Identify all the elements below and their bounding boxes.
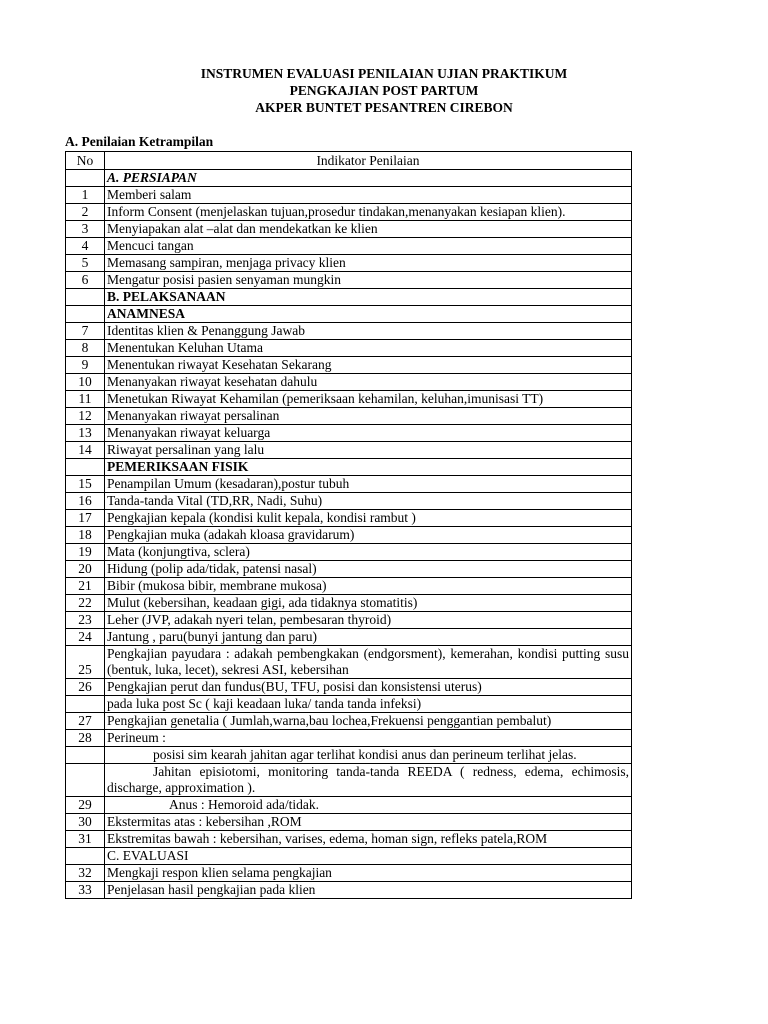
row-text: Identitas klien & Penanggung Jawab [105, 323, 632, 340]
row-text: Pengkajian muka (adakah kloasa gravidarum) [105, 527, 632, 544]
title-line-1: INSTRUMEN EVALUASI PENILAIAN UJIAN PRAKTIKUM [200, 66, 568, 81]
row-text [105, 764, 632, 797]
row-number: 4 [66, 238, 105, 255]
table-row [66, 544, 632, 561]
row-text: Memasang sampiran, menjaga privacy klien [105, 255, 632, 272]
row-number: 28 [66, 730, 105, 747]
table-row [66, 646, 632, 679]
table-row [66, 323, 632, 340]
section-label: B. PELAKSANAAN [105, 289, 632, 306]
table-row [66, 408, 632, 425]
section-heading: A. Penilaian Ketrampilan [65, 134, 214, 149]
row-text: Penampilan Umum (kesadaran),postur tubuh [105, 476, 632, 493]
table-row [66, 848, 632, 865]
table-row [66, 730, 632, 747]
row-text: Menanyakan riwayat kesehatan dahulu [105, 374, 632, 391]
row-number: 17 [66, 510, 105, 527]
row-text: Mengatur posisi pasien senyaman mungkin [105, 272, 632, 289]
row-text: Pengkajian perut dan fundus(BU, TFU, posisi dan konsistensi uterus) [105, 679, 632, 696]
row-text: Pengkajian payudara : adakah pembengkakan (endgorsment), kemerahan, kondisi putting susu (bentuk, luka, lecet), sekresi ASI, kebersihan [105, 646, 632, 679]
table-row [66, 865, 632, 882]
title-line-2: PENGKAJIAN POST PARTUM [289, 83, 479, 98]
row-text-content: Anus : Hemoroid ada/tidak. [169, 797, 319, 812]
table-row [66, 595, 632, 612]
row-number: 2 [66, 204, 105, 221]
row-text: Inform Consent (menjelaskan tujuan,prosedur tindakan,menanyakan kesiapan klien). [105, 204, 632, 221]
table-header-row [66, 152, 632, 170]
row-number: 11 [66, 391, 105, 408]
assessment-table [65, 151, 632, 899]
row-number: 8 [66, 340, 105, 357]
row-number: 15 [66, 476, 105, 493]
row-number: 7 [66, 323, 105, 340]
table-row [66, 612, 632, 629]
row-number: 1 [66, 187, 105, 204]
row-text: Menentukan riwayat Kesehatan Sekarang [105, 357, 632, 374]
row-number [66, 696, 105, 713]
table-row [66, 578, 632, 595]
row-number: 29 [66, 797, 105, 814]
row-text: Menetukan Riwayat Kehamilan (pemeriksaan kehamilan, keluhan,imunisasi TT) [105, 391, 632, 408]
row-text: Penjelasan hasil pengkajian pada klien [105, 882, 632, 899]
table-row [66, 391, 632, 408]
row-number: 13 [66, 425, 105, 442]
table-row [66, 272, 632, 289]
row-text: Pengkajian genetalia ( Jumlah,warna,bau lochea,Frekuensi penggantian pembalut) [105, 713, 632, 730]
row-number: 27 [66, 713, 105, 730]
table-row [66, 459, 632, 476]
row-text: Riwayat persalinan yang lalu [105, 442, 632, 459]
table-row [66, 679, 632, 696]
table-row [66, 493, 632, 510]
row-number: 32 [66, 865, 105, 882]
section-label [105, 170, 632, 187]
row-number: 19 [66, 544, 105, 561]
row-text: A. PERSIAPAN [107, 170, 197, 185]
section-label: PEMERIKSAAN FISIK [105, 459, 632, 476]
row-number: 26 [66, 679, 105, 696]
row-text: Menyiapakan alat –alat dan mendekatkan ke klien [105, 221, 632, 238]
row-text: Pengkajian kepala (kondisi kulit kepala, kondisi rambut ) [105, 510, 632, 527]
document-title [0, 65, 768, 116]
row-number: 14 [66, 442, 105, 459]
row-text: Mengkaji respon klien selama pengkajian [105, 865, 632, 882]
row-text: Mencuci tangan [105, 238, 632, 255]
row-text: Bibir (mukosa bibir, membrane mukosa) [105, 578, 632, 595]
row-number [66, 747, 105, 764]
table-row [66, 629, 632, 646]
row-number: 24 [66, 629, 105, 646]
table-row [66, 425, 632, 442]
row-number: 12 [66, 408, 105, 425]
table-row [66, 340, 632, 357]
table-row [66, 442, 632, 459]
row-text: Memberi salam [105, 187, 632, 204]
row-text: Mata (konjungtiva, sclera) [105, 544, 632, 561]
row-number: 20 [66, 561, 105, 578]
row-text: Hidung (polip ada/tidak, patensi nasal) [105, 561, 632, 578]
row-text [105, 797, 632, 814]
row-number: 30 [66, 814, 105, 831]
table-row [66, 527, 632, 544]
table-row [66, 476, 632, 493]
row-number: 16 [66, 493, 105, 510]
table-row [66, 747, 632, 764]
table-row [66, 221, 632, 238]
row-number [66, 848, 105, 865]
row-text: Leher (JVP, adakah nyeri telan, pembesaran thyroid) [105, 612, 632, 629]
row-text: Menentukan Keluhan Utama [105, 340, 632, 357]
row-number: 22 [66, 595, 105, 612]
row-number [66, 306, 105, 323]
row-number: 6 [66, 272, 105, 289]
row-number: 3 [66, 221, 105, 238]
row-number [66, 170, 105, 187]
table-row [66, 306, 632, 323]
row-number: 33 [66, 882, 105, 899]
table-row [66, 696, 632, 713]
section-label: ANAMNESA [105, 306, 632, 323]
table-row [66, 289, 632, 306]
table-row [66, 831, 632, 848]
table-row [66, 561, 632, 578]
column-header-indicator: Indikator Penilaian [105, 152, 632, 170]
row-text: Ekstermitas atas : kebersihan ,ROM [105, 814, 632, 831]
row-text: Tanda-tanda Vital (TD,RR, Nadi, Suhu) [105, 493, 632, 510]
section-label: C. EVALUASI [105, 848, 632, 865]
table-row [66, 797, 632, 814]
table-row [66, 814, 632, 831]
row-number [66, 289, 105, 306]
row-text: pada luka post Sc ( kaji keadaan luka/ tanda tanda infeksi) [105, 696, 632, 713]
row-text [105, 747, 632, 764]
row-number: 10 [66, 374, 105, 391]
row-text: Mulut (kebersihan, keadaan gigi, ada tidaknya stomatitis) [105, 595, 632, 612]
title-line-3: AKPER BUNTET PESANTREN CIREBON [255, 100, 513, 115]
row-number: 31 [66, 831, 105, 848]
table-row [66, 357, 632, 374]
table-row [66, 882, 632, 899]
row-text: Jantung , paru(bunyi jantung dan paru) [105, 629, 632, 646]
row-number [66, 459, 105, 476]
table-row [66, 170, 632, 187]
table-row [66, 238, 632, 255]
row-number [66, 764, 105, 797]
row-number: 25 [66, 646, 105, 679]
table-row [66, 204, 632, 221]
row-text-content: Jahitan episiotomi, monitoring tanda-tanda REEDA ( redness, edema, echimosis, discharge, approximation ). [107, 764, 629, 795]
row-text: Menanyakan riwayat persalinan [105, 408, 632, 425]
row-number: 21 [66, 578, 105, 595]
row-text: Ekstremitas bawah : kebersihan, varises, edema, homan sign, refleks patela,ROM [105, 831, 632, 848]
table-row [66, 374, 632, 391]
row-number: 5 [66, 255, 105, 272]
row-text: Perineum : [105, 730, 632, 747]
table-row [66, 713, 632, 730]
row-number: 9 [66, 357, 105, 374]
column-header-no: No [66, 152, 105, 170]
table-row [66, 255, 632, 272]
row-number: 18 [66, 527, 105, 544]
table-row [66, 187, 632, 204]
table-row [66, 764, 632, 797]
row-text: Menanyakan riwayat keluarga [105, 425, 632, 442]
table-row [66, 510, 632, 527]
row-text-content: posisi sim kearah jahitan agar terlihat kondisi anus dan perineum terlihat jelas. [153, 747, 577, 762]
row-number: 23 [66, 612, 105, 629]
